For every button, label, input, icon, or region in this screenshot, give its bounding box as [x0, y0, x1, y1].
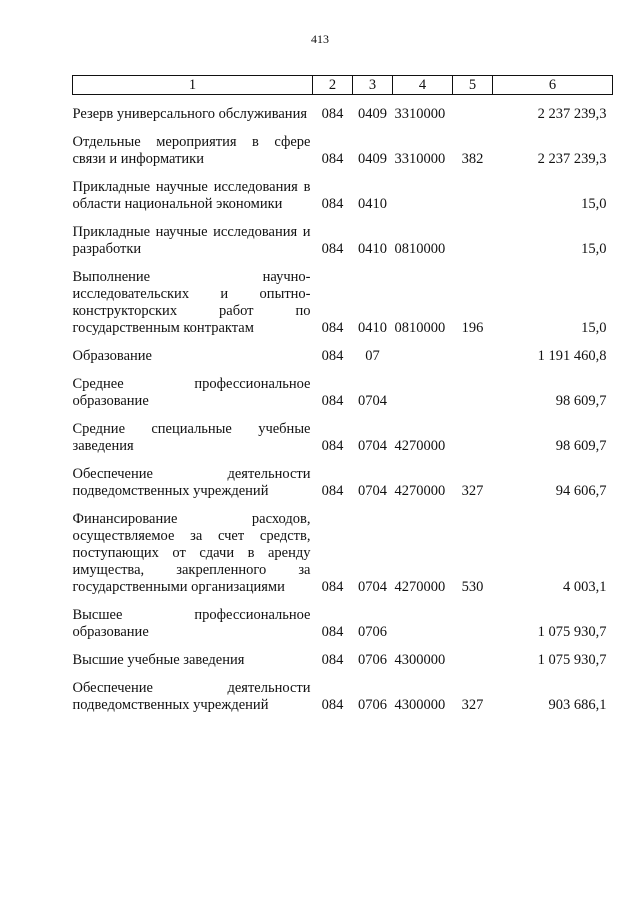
- header-col-4: 4: [393, 76, 453, 95]
- row-amount: 4 003,1: [563, 579, 607, 595]
- row-spacer: [73, 641, 613, 652]
- row-vr: [453, 421, 493, 455]
- row-spacer: [73, 669, 613, 680]
- table-row: [73, 466, 613, 500]
- row-vr: 382: [461, 151, 484, 167]
- row-spacer: [73, 168, 613, 179]
- row-spacer: [73, 455, 613, 466]
- row-vr: 196: [461, 320, 484, 336]
- table-row: [73, 348, 613, 365]
- row-spacer-cell: [73, 669, 613, 680]
- header-col-1: 1: [73, 76, 313, 95]
- row-vr: 530: [461, 579, 484, 595]
- row-spacer-cell: [73, 95, 613, 107]
- table-row: [73, 376, 613, 410]
- row-spacer: [73, 337, 613, 348]
- page-number: 413: [311, 32, 329, 46]
- row-gr: 084: [321, 624, 344, 640]
- header-col-3: 3: [353, 76, 393, 95]
- row-csr: 4300000: [394, 652, 446, 668]
- row-rz: 0706: [358, 697, 387, 713]
- row-csr: 4300000: [394, 697, 446, 713]
- row-gr: 084: [321, 438, 344, 454]
- row-spacer: [73, 213, 613, 224]
- row-rz: 07: [365, 348, 380, 364]
- table-row: [73, 511, 613, 596]
- row-csr: [393, 376, 453, 410]
- row-name: Прикладные научные исследования в области национальной экономики: [72, 179, 311, 212]
- row-amount: 2 237 239,3: [537, 151, 607, 167]
- header-col-5: 5: [453, 76, 493, 95]
- row-vr: [453, 348, 493, 365]
- table-row: [73, 680, 613, 714]
- row-csr: [393, 607, 453, 641]
- row-spacer: [73, 258, 613, 269]
- table-row: [73, 652, 613, 669]
- row-spacer: [73, 596, 613, 607]
- row-name: Высшие учебные заведения: [72, 652, 245, 668]
- row-csr: 4270000: [394, 579, 446, 595]
- row-spacer-cell: [73, 596, 613, 607]
- row-amount: 15,0: [581, 320, 607, 336]
- row-csr: 4270000: [394, 438, 446, 454]
- table-row: [73, 269, 613, 337]
- row-vr: [453, 652, 493, 669]
- row-name: Образование: [72, 348, 152, 364]
- row-amount: 1 075 930,7: [537, 624, 607, 640]
- row-amount: 98 609,7: [555, 438, 607, 454]
- row-gr: 084: [321, 320, 344, 336]
- row-spacer: [73, 365, 613, 376]
- row-amount: 2 237 239,3: [537, 106, 607, 122]
- row-rz: 0704: [358, 483, 387, 499]
- row-rz: 0409: [358, 151, 387, 167]
- row-spacer-cell: [73, 168, 613, 179]
- row-amount: 15,0: [581, 196, 607, 212]
- row-spacer: [73, 95, 613, 107]
- row-gr: 084: [321, 579, 344, 595]
- row-csr: 0810000: [394, 320, 446, 336]
- row-amount: 98 609,7: [555, 393, 607, 409]
- table-row: [73, 421, 613, 455]
- table-body: [73, 95, 613, 715]
- row-gr: 084: [321, 106, 344, 122]
- row-name: Обеспечение деятельности подведомственных учреждений: [72, 680, 311, 713]
- row-spacer-cell: [73, 213, 613, 224]
- row-csr: 0810000: [394, 241, 446, 257]
- row-rz: 0706: [358, 624, 387, 640]
- row-spacer-cell: [73, 455, 613, 466]
- row-gr: 084: [321, 652, 344, 668]
- row-spacer: [73, 410, 613, 421]
- row-gr: 084: [321, 151, 344, 167]
- row-amount: 903 686,1: [548, 697, 607, 713]
- row-vr: 327: [461, 483, 484, 499]
- header-row: [73, 76, 613, 95]
- row-spacer-cell: [73, 500, 613, 511]
- row-amount: 1 075 930,7: [537, 652, 607, 668]
- row-rz: 0409: [358, 106, 387, 122]
- row-rz: 0704: [358, 579, 387, 595]
- header-col-6: 6: [493, 76, 613, 95]
- row-vr: [453, 607, 493, 641]
- row-spacer-cell: [73, 410, 613, 421]
- row-rz: 0410: [358, 196, 387, 212]
- row-name: Прикладные научные исследования и разработки: [72, 224, 311, 257]
- row-rz: 0706: [358, 652, 387, 668]
- row-gr: 084: [321, 196, 344, 212]
- row-csr: 3310000: [394, 151, 446, 167]
- table-row: [73, 179, 613, 213]
- row-vr: [453, 376, 493, 410]
- row-spacer-cell: [73, 337, 613, 348]
- row-name: Высшее профессиональное образование: [72, 607, 311, 640]
- row-vr: [453, 106, 493, 123]
- row-spacer-cell: [73, 641, 613, 652]
- row-vr: [453, 179, 493, 213]
- table-row: [73, 106, 613, 123]
- row-rz: 0704: [358, 393, 387, 409]
- table-row: [73, 607, 613, 641]
- row-rz: 0704: [358, 438, 387, 454]
- row-name: Отдельные мероприятия в сфере связи и информатики: [72, 134, 311, 167]
- row-name: Финансирование расходов, осуществляемое за счет средств, поступающих от сдачи в аренду имущества, закрепленного за государственными организациями: [72, 511, 311, 595]
- row-name: Обеспечение деятельности подведомственных учреждений: [72, 466, 311, 499]
- row-spacer-cell: [73, 365, 613, 376]
- row-vr: 327: [461, 697, 484, 713]
- row-gr: 084: [321, 241, 344, 257]
- row-spacer-cell: [73, 123, 613, 134]
- row-gr: 084: [321, 697, 344, 713]
- row-csr: [393, 348, 453, 365]
- row-rz: 0410: [358, 320, 387, 336]
- row-csr: [393, 179, 453, 213]
- row-amount: 94 606,7: [555, 483, 607, 499]
- header-col-2: 2: [313, 76, 353, 95]
- row-name: Резерв универсального обслуживания: [72, 106, 307, 122]
- table-row: [73, 134, 613, 168]
- row-name: Выполнение научно-исследовательских и опытно-конструкторских работ по государственным контрактам: [72, 269, 311, 336]
- table-row: [73, 224, 613, 258]
- row-name: Среднее профессиональное образование: [72, 376, 311, 409]
- row-csr: 4270000: [394, 483, 446, 499]
- row-vr: [453, 224, 493, 258]
- row-spacer: [73, 123, 613, 134]
- budget-table: [72, 75, 613, 714]
- row-name: Средние специальные учебные заведения: [72, 421, 311, 454]
- row-amount: 1 191 460,8: [537, 348, 607, 364]
- row-spacer: [73, 500, 613, 511]
- row-gr: 084: [321, 393, 344, 409]
- row-gr: 084: [321, 348, 344, 364]
- row-rz: 0410: [358, 241, 387, 257]
- row-gr: 084: [321, 483, 344, 499]
- row-spacer-cell: [73, 258, 613, 269]
- row-csr: 3310000: [394, 106, 446, 122]
- row-amount: 15,0: [581, 241, 607, 257]
